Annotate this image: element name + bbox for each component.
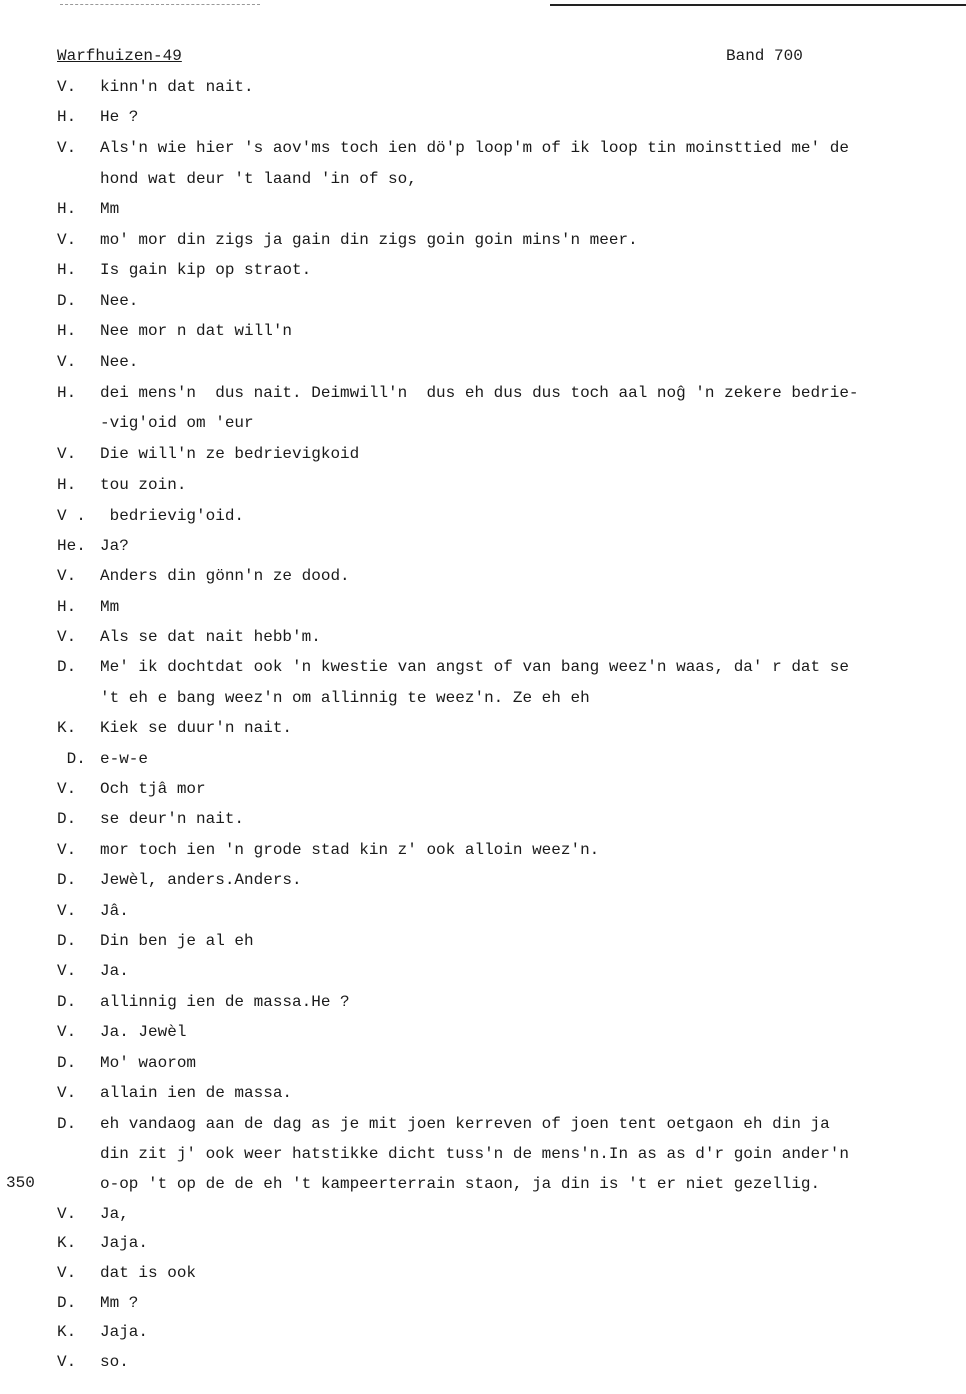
transcript-line xyxy=(0,476,966,498)
speaker-label: V. xyxy=(57,1205,77,1223)
top-rule xyxy=(550,4,966,6)
transcript-line xyxy=(0,261,966,283)
transcript-line xyxy=(0,1175,966,1197)
utterance-text: o-op 't op de de eh 't kampeerterrain staon, ja din is 't er niet gezellig. xyxy=(100,1175,821,1193)
transcript-line xyxy=(0,658,966,680)
utterance-text: Ja, xyxy=(100,1205,129,1223)
speaker-label: V. xyxy=(57,841,77,859)
transcript-line xyxy=(0,1054,966,1076)
utterance-text: kinn'n dat nait. xyxy=(100,78,254,96)
speaker-label: V. xyxy=(57,780,77,798)
transcript-line xyxy=(0,139,966,161)
utterance-text: Mm ? xyxy=(100,1294,139,1312)
transcript-line xyxy=(0,1145,966,1167)
transcript-line xyxy=(0,810,966,832)
transcript-line xyxy=(0,414,966,436)
speaker-label: K. xyxy=(57,719,77,737)
transcript-line xyxy=(0,902,966,924)
speaker-label: H. xyxy=(57,384,77,402)
speaker-label: D. xyxy=(57,750,86,768)
speaker-label: D. xyxy=(57,810,77,828)
transcript-line xyxy=(0,170,966,192)
transcript-line xyxy=(0,445,966,467)
transcript-line xyxy=(0,1294,966,1316)
utterance-text: Als'n wie hier 's aov'ms toch ien dö'p loop'm of ik loop tin moinsttied me' de xyxy=(100,139,849,157)
speaker-label: K. xyxy=(57,1234,77,1252)
speaker-label: H. xyxy=(57,261,77,279)
transcript-line xyxy=(0,1264,966,1286)
utterance-text: 't eh e bang weez'n om allinnig te weez'n. Ze eh eh xyxy=(100,689,590,707)
margin-line-number: 350 xyxy=(6,1174,35,1192)
utterance-text: eh vandaog aan de dag as je mit joen kerreven of joen tent oetgaon eh din ja xyxy=(100,1115,830,1133)
speaker-label: V. xyxy=(57,78,77,96)
speaker-label: D. xyxy=(57,1115,77,1133)
speaker-label: H. xyxy=(57,322,77,340)
transcript-line xyxy=(0,871,966,893)
transcript-line xyxy=(0,322,966,344)
speaker-label: V. xyxy=(57,139,77,157)
transcript-line xyxy=(0,719,966,741)
transcript-line xyxy=(0,598,966,620)
transcript-line xyxy=(0,108,966,130)
document-title: Warfhuizen-49 xyxy=(57,47,182,65)
speaker-label: V. xyxy=(57,1023,77,1041)
utterance-text: Jewèl, anders.Anders. xyxy=(100,871,302,889)
speaker-label: V. xyxy=(57,231,77,249)
speaker-label: V. xyxy=(57,567,77,585)
utterance-text: Din ben je al eh xyxy=(100,932,254,950)
transcript-line xyxy=(0,1323,966,1345)
transcript-line xyxy=(0,1205,966,1227)
utterance-text: bedrievig'oid. xyxy=(100,507,245,525)
speaker-label: He. xyxy=(57,537,86,555)
utterance-text: Nee mor n dat will'n xyxy=(100,322,293,340)
utterance-text: Mo' waorom xyxy=(100,1054,197,1072)
transcript-line xyxy=(0,932,966,954)
speaker-label: V. xyxy=(57,1084,77,1102)
top-dashed-mark xyxy=(60,4,260,6)
transcript-line xyxy=(0,353,966,375)
transcript-line xyxy=(0,628,966,650)
utterance-text: Jaja. xyxy=(100,1323,149,1341)
speaker-label: V. xyxy=(57,1353,77,1371)
utterance-text: He ? xyxy=(100,108,139,126)
utterance-text: tou zoin. xyxy=(100,476,187,494)
utterance-text: dei mens'n dus nait. Deimwill'n dus eh dus dus toch aal noĝ 'n zekere bedrie- xyxy=(100,384,859,402)
utterance-text: Mm xyxy=(100,200,120,218)
speaker-label: D. xyxy=(57,1294,77,1312)
utterance-text: mo' mor din zigs ja gain din zigs goin goin mins'n meer. xyxy=(100,231,638,249)
utterance-text: Die will'n ze bedrievigkoid xyxy=(100,445,360,463)
utterance-text: so. xyxy=(100,1353,129,1371)
transcript-line xyxy=(0,200,966,222)
speaker-label: D. xyxy=(57,1054,77,1072)
speaker-label: V. xyxy=(57,962,77,980)
transcript-line xyxy=(0,78,966,100)
band-label: Band 700 xyxy=(726,47,803,65)
speaker-label: V. xyxy=(57,628,77,646)
transcript-line xyxy=(0,689,966,711)
utterance-text: Ja. Jewèl xyxy=(100,1023,187,1041)
utterance-text: dat is ook xyxy=(100,1264,197,1282)
speaker-label: H. xyxy=(57,476,77,494)
utterance-text: se deur'n nait. xyxy=(100,810,245,828)
transcript-line xyxy=(0,750,966,772)
utterance-text: Kiek se duur'n nait. xyxy=(100,719,293,737)
utterance-text: hond wat deur 't laand 'in of so, xyxy=(100,170,417,188)
utterance-text: allinnig ien de massa.He ? xyxy=(100,993,350,1011)
transcript-line xyxy=(0,780,966,802)
transcript-line xyxy=(0,1023,966,1045)
utterance-text: Jaja. xyxy=(100,1234,149,1252)
utterance-text: Jâ. xyxy=(100,902,129,920)
utterance-text: Ja. xyxy=(100,962,129,980)
speaker-label: D. xyxy=(57,658,77,676)
utterance-text: din zit j' ook weer hatstikke dicht tuss'n de mens'n.In as as d'r goin ander'n xyxy=(100,1145,849,1163)
speaker-label: H. xyxy=(57,598,77,616)
transcript-line xyxy=(0,292,966,314)
utterance-text: Nee. xyxy=(100,292,139,310)
speaker-label: V . xyxy=(57,507,86,525)
utterance-text: Anders din gönn'n ze dood. xyxy=(100,567,350,585)
transcript-line xyxy=(0,384,966,406)
transcript-line xyxy=(0,507,966,529)
transcript-line xyxy=(0,1353,966,1375)
transcript-line xyxy=(0,962,966,984)
speaker-label: V. xyxy=(57,902,77,920)
utterance-text: allain ien de massa. xyxy=(100,1084,293,1102)
transcript-line xyxy=(0,567,966,589)
speaker-label: V. xyxy=(57,1264,77,1282)
transcript-line xyxy=(0,231,966,253)
transcript-line xyxy=(0,1234,966,1256)
speaker-label: V. xyxy=(57,353,77,371)
utterance-text: Och tjâ mor xyxy=(100,780,206,798)
transcript-line xyxy=(0,841,966,863)
transcript-line xyxy=(0,1115,966,1137)
speaker-label: D. xyxy=(57,993,77,1011)
utterance-text: mor toch ien 'n grode stad kin z' ook alloin weez'n. xyxy=(100,841,600,859)
utterance-text: Me' ik dochtdat ook 'n kwestie van angst of van bang weez'n waas, da' r dat se xyxy=(100,658,849,676)
transcript-line xyxy=(0,537,966,559)
speaker-label: D. xyxy=(57,871,77,889)
speaker-label: V. xyxy=(57,445,77,463)
speaker-label: H. xyxy=(57,108,77,126)
speaker-label: H. xyxy=(57,200,77,218)
utterance-text: Nee. xyxy=(100,353,139,371)
transcript-line xyxy=(0,1084,966,1106)
speaker-label: D. xyxy=(57,292,77,310)
utterance-text: -vig'oid om 'eur xyxy=(100,414,254,432)
utterance-text: e-w-e xyxy=(100,750,149,768)
speaker-label: D. xyxy=(57,932,77,950)
utterance-text: Ja? xyxy=(100,537,129,555)
utterance-text: Als se dat nait hebb'm. xyxy=(100,628,321,646)
utterance-text: Mm xyxy=(100,598,120,616)
utterance-text: Is gain kip op straot. xyxy=(100,261,312,279)
speaker-label: K. xyxy=(57,1323,77,1341)
transcript-line xyxy=(0,993,966,1015)
